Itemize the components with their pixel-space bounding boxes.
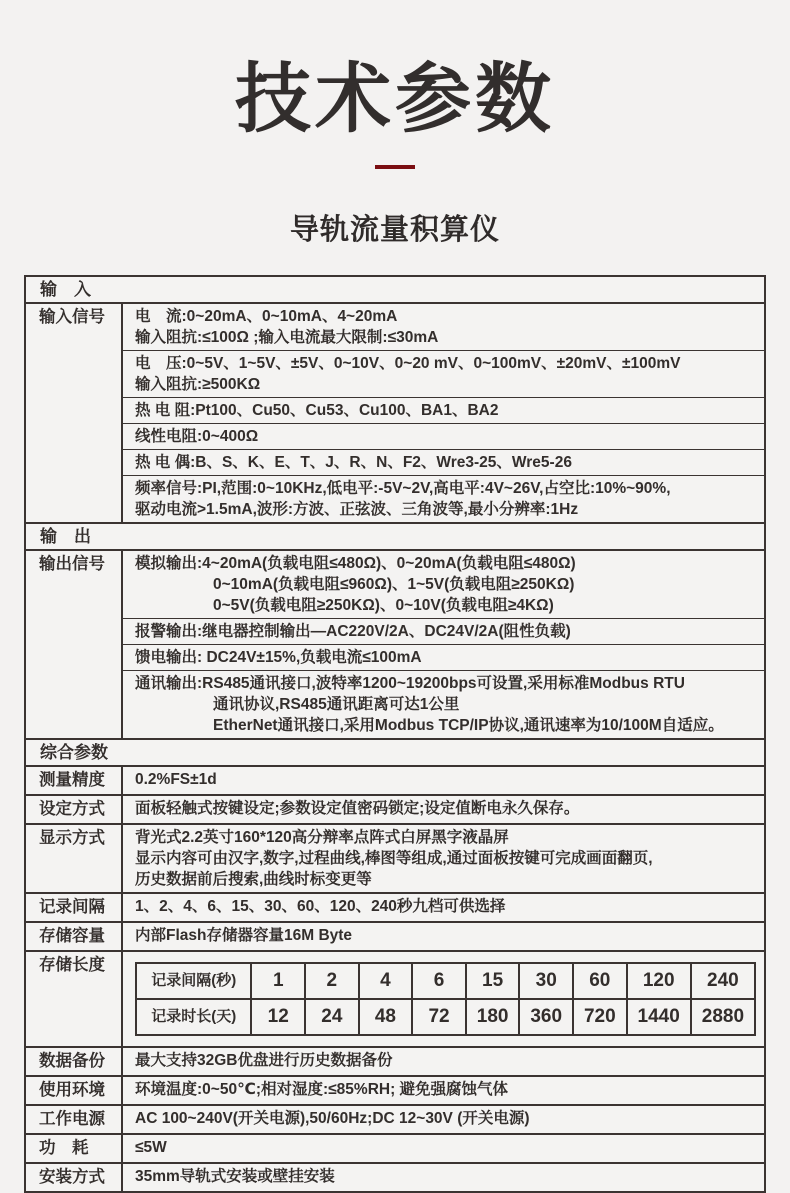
content-line: 0.2%FS±1d [135, 771, 217, 789]
storage-cell: 15 [466, 963, 520, 999]
content-line: 热 电 偶:B、S、K、E、T、J、R、N、F2、Wre3-25、Wre5-26 [135, 454, 572, 472]
spec-row-output-signal [26, 549, 764, 738]
section-row-output: 输 出 [26, 522, 764, 549]
content-line: 最大支持32GB优盘进行历史数据备份 [135, 1052, 393, 1070]
spec-row-input-signal [26, 302, 764, 522]
storage-cell: 48 [359, 999, 413, 1035]
content-line: 驱动电流>1.5mA,波形:方波、正弦波、三角波等,最小分辨率:1Hz [135, 501, 579, 519]
row-label: 测量精度 [26, 767, 123, 794]
content-line: 1、2、4、6、15、30、60、120、240秒九档可供选择 [135, 898, 506, 916]
content-line: 35mm导轨式安装或壁挂安装 [135, 1168, 335, 1186]
storage-durations-row [136, 999, 755, 1035]
content-line: ≤5W [135, 1139, 167, 1157]
row-label: 数据备份 [26, 1048, 123, 1075]
content-line: 电 压:0~5V、1~5V、±5V、0~10V、0~20 mV、0~100mV、±20mV、±100mV [135, 355, 681, 373]
spec-row-storage-capacity [26, 921, 764, 950]
storage-cell: 180 [466, 999, 520, 1035]
storage-intervals-row [136, 963, 755, 999]
content-line: 0~5V(负载电阻≥250KΩ)、0~10V(负载电阻≥4KΩ) [213, 597, 554, 615]
content-line: 背光式2.2英寸160*120高分辩率点阵式白屏黑字液晶屏 [135, 829, 509, 847]
page-header [0, 0, 790, 248]
page-title: 技术参数 [235, 57, 555, 142]
content-line: EtherNet通讯接口,采用Modbus TCP/IP协议,通讯速率为10/100M自适应。 [213, 717, 724, 735]
storage-table [135, 962, 756, 1036]
content-line: AC 100~240V(开关电源),50/60Hz;DC 12~30V (开关电源) [135, 1110, 530, 1128]
row-label: 输出信号 [26, 551, 123, 738]
title-divider [375, 165, 415, 169]
storage-row-label: 记录间隔(秒) [136, 963, 251, 999]
subrow-feed-output [123, 644, 764, 670]
content-line: 通讯协议,RS485通讯距离可达1公里 [213, 696, 460, 714]
content-line: 环境温度:0~50℃;相对湿度:≤85%RH; 避免强腐蚀气体 [135, 1081, 509, 1099]
page-subtitle: 导轨流量积算仪 [289, 214, 500, 247]
storage-cell: 120 [627, 963, 691, 999]
storage-cell: 360 [519, 999, 573, 1035]
content-line: 馈电输出: DC24V±15%,负载电流≤100mA [135, 649, 422, 667]
subrow-analog-output [123, 551, 764, 618]
storage-cell: 720 [573, 999, 627, 1035]
storage-cell: 1 [251, 963, 305, 999]
row-label: 存储长度 [26, 952, 123, 1046]
storage-cell: 24 [305, 999, 359, 1035]
content-line: 0~10mA(负载电阻≤960Ω)、1~5V(负载电阻≥250KΩ) [213, 576, 575, 594]
spec-row-data-backup [26, 1046, 764, 1075]
storage-cell: 72 [412, 999, 466, 1035]
content-line: 面板轻触式按键设定;参数设定值密码锁定;设定值断电永久保存。 [135, 800, 580, 818]
storage-cell: 2 [305, 963, 359, 999]
content-line: 热 电 阻:Pt100、Cu50、Cu53、Cu100、BA1、BA2 [135, 402, 499, 420]
section-row-input: 输 入 [40, 280, 91, 300]
spec-row-environment [26, 1075, 764, 1104]
spec-table [24, 275, 766, 1193]
storage-cell: 6 [412, 963, 466, 999]
row-label: 功 耗 [26, 1135, 123, 1162]
spec-row-record-interval [26, 892, 764, 921]
storage-cell: 1440 [627, 999, 691, 1035]
content-line: 显示内容可由汉字,数字,过程曲线,棒图等组成,通过面板按键可完成画面翻页, [135, 850, 653, 868]
subrow-frequency [123, 475, 764, 522]
content-line: 内部Flash存储器容量16M Byte [135, 927, 353, 945]
row-label: 记录间隔 [26, 894, 123, 921]
storage-row-label: 记录时长(天) [136, 999, 251, 1035]
content-line: 报警输出:继电器控制输出—AC220V/2A、DC24V/2A(阻性负载) [135, 623, 571, 641]
storage-cell: 12 [251, 999, 305, 1035]
subrow-voltage [123, 350, 764, 397]
row-label: 存储容量 [26, 923, 123, 950]
subrow-current [123, 304, 764, 350]
spec-row-power-supply [26, 1104, 764, 1133]
row-label: 使用环境 [26, 1077, 123, 1104]
storage-cell: 2880 [691, 999, 755, 1035]
subrow-rtd [123, 397, 764, 423]
row-label: 安装方式 [26, 1164, 123, 1191]
content-line: 模拟输出:4~20mA(负载电阻≤480Ω)、0~20mA(负载电阻≤480Ω) [135, 555, 576, 573]
content-line: 通讯输出:RS485通讯接口,波特率1200~19200bps可设置,采用标准Modbus RTU [135, 675, 685, 693]
content-line: 频率信号:PI,范围:0~10KHz,低电平:-5V~2V,高电平:4V~26V,占空比:10%~90%, [135, 480, 671, 498]
spec-row-storage-length [26, 950, 764, 1046]
content-line: 历史数据前后搜索,曲线时标变更等 [135, 871, 372, 889]
storage-cell: 240 [691, 963, 755, 999]
spec-row-setting-method [26, 794, 764, 823]
row-label: 输入信号 [26, 304, 123, 522]
row-label: 显示方式 [26, 825, 123, 892]
spec-row-power-consumption [26, 1133, 764, 1162]
row-label: 工作电源 [26, 1106, 123, 1133]
content-line: 线性电阻:0~400Ω [135, 428, 259, 446]
storage-cell: 4 [359, 963, 413, 999]
spec-row-installation [26, 1162, 764, 1191]
row-label: 设定方式 [26, 796, 123, 823]
section-row-general: 综合参数 [26, 738, 764, 765]
content-line: 电 流:0~20mA、0~10mA、4~20mA [135, 308, 398, 326]
subrow-alarm-output [123, 618, 764, 644]
subrow-comm-output [123, 670, 764, 738]
content-line: 输入阻抗:≤100Ω ;输入电流最大限制:≤30mA [135, 329, 439, 347]
subrow-linear-resistance [123, 423, 764, 449]
storage-cell: 30 [519, 963, 573, 999]
content-line: 输入阻抗:≥500KΩ [135, 376, 261, 394]
subrow-thermocouple [123, 449, 764, 475]
storage-cell: 60 [573, 963, 627, 999]
spec-row-accuracy [26, 765, 764, 794]
spec-row-display [26, 823, 764, 892]
